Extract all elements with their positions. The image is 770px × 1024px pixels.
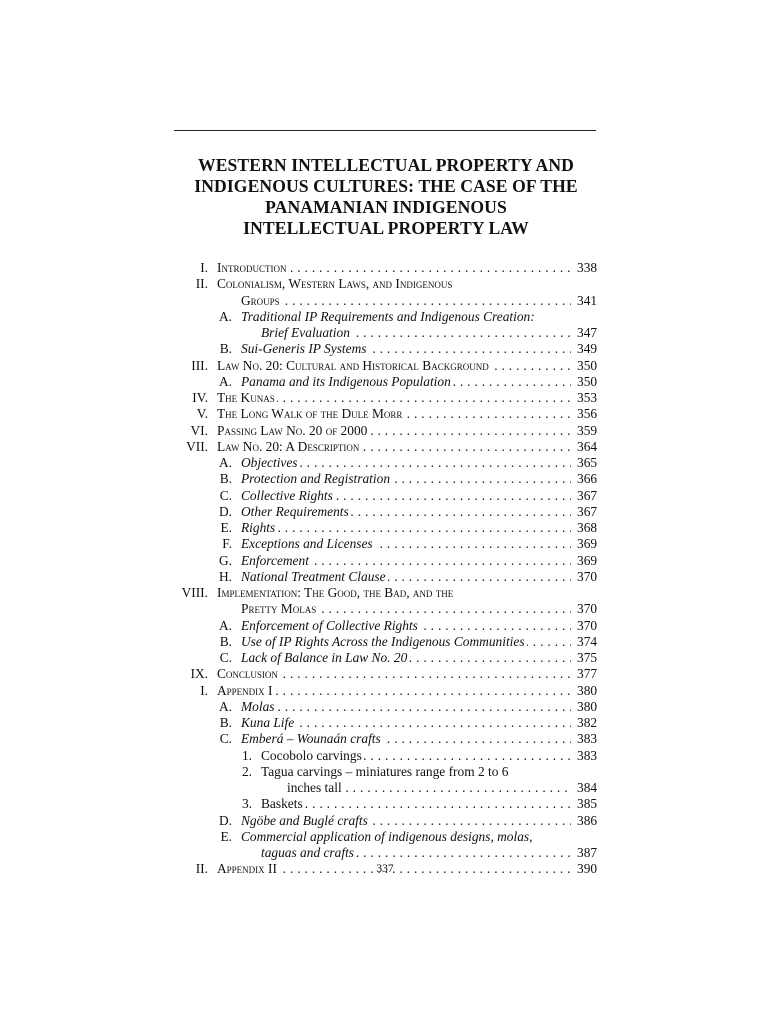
toc-entry-number: I.: [200, 260, 208, 275]
toc-entry-label: Rights: [241, 520, 276, 535]
toc-entry-number: 1.: [241, 747, 252, 763]
toc-entry-label-wrap: [241, 617, 571, 634]
toc-entry: [0, 454, 770, 471]
toc-entry-page: 365: [577, 455, 598, 470]
toc-entry-number: H.: [218, 568, 232, 584]
title-line: WESTERN INTELLECTUAL PROPERTY AND: [198, 155, 574, 175]
toc-entry-label-wrap: [217, 584, 571, 601]
toc-entry-number: D.: [218, 503, 232, 519]
toc-entry-label-wrap: [241, 649, 571, 666]
toc-entry-page: 369: [577, 552, 598, 568]
toc-entry-page: 387: [577, 845, 598, 860]
toc-entry-number: E.: [220, 520, 232, 535]
toc-entry-label: Law No. 20: A Description: [217, 438, 360, 454]
toc-entry-number: B.: [219, 633, 232, 649]
toc-entry-number: V.: [196, 406, 208, 422]
toc-entry-label: The Long Walk of the Dule Morr: [217, 406, 403, 422]
toc-entry-label-wrap: [217, 665, 571, 682]
toc-entry: [0, 730, 770, 747]
title-line: PANAMANIAN INDIGENOUS: [265, 197, 507, 217]
toc-entry-label-wrap: [241, 730, 571, 747]
toc-entry: [0, 405, 770, 422]
toc-entry: [0, 470, 770, 487]
toc-entry: [0, 795, 770, 812]
toc-entry-label: Introduction: [217, 260, 287, 275]
toc-entry-page: 341: [577, 292, 598, 308]
toc-entry-number: C.: [219, 650, 232, 665]
toc-entry-label: Traditional IP Requirements and Indigenous Creation:: [241, 308, 535, 324]
toc-entry-page: 384: [577, 780, 598, 795]
toc-entry: [0, 324, 770, 341]
toc-entry-number: A.: [218, 455, 232, 470]
toc-entry-label: Tagua carvings – miniatures range from 2 to 6: [261, 763, 509, 779]
toc-entry-label-wrap: [217, 389, 571, 406]
toc-entry-label-wrap: [241, 812, 571, 829]
toc-entry: [0, 617, 770, 634]
toc-entry: [0, 812, 770, 829]
toc-entry-number: VII.: [186, 438, 208, 454]
toc-entry-label: Enforcement: [241, 552, 309, 568]
toc-entry-page: 380: [577, 698, 598, 714]
toc-entry-page: 350: [577, 357, 598, 373]
toc-entry-label-wrap: [217, 357, 571, 374]
toc-entry-number: III.: [191, 357, 208, 373]
article-title: [180, 155, 592, 239]
toc-entry: [0, 844, 770, 861]
toc-entry-label-wrap: [241, 292, 571, 309]
toc-entry-label-wrap: [241, 600, 571, 617]
toc-entry-page: 367: [577, 503, 598, 519]
toc-entry-label-wrap: [217, 682, 571, 699]
toc-entry-number: E.: [220, 828, 232, 844]
toc-entry: [0, 682, 770, 699]
toc-entry: [0, 584, 770, 601]
toc-entry-label: Commercial application of indigenous designs, molas,: [241, 828, 533, 844]
toc-entry: [0, 340, 770, 357]
toc-entry-number: B.: [219, 471, 232, 487]
toc-entry-label: Groups: [241, 292, 280, 308]
toc-entry-page: 383: [577, 747, 598, 763]
toc-entry-label: Sui-Generis IP Systems: [241, 341, 367, 357]
toc-entry-number: F.: [222, 536, 232, 552]
toc-entry-page: 370: [577, 601, 598, 617]
toc-entry-page: 366: [577, 471, 598, 487]
toc-entry-label-wrap: [217, 259, 571, 276]
toc-entry-label: Collective Rights: [241, 487, 333, 503]
toc-entry: [0, 292, 770, 309]
toc-entry-number: C.: [219, 731, 232, 747]
toc-entry-label: taguas and crafts: [261, 845, 354, 860]
toc-entry-label: inches tall: [287, 780, 342, 795]
toc-entry-label-wrap: [241, 340, 571, 357]
toc-entry-label-wrap: [241, 503, 571, 520]
toc-entry-page: 385: [577, 796, 598, 812]
toc-entry-page: 380: [577, 682, 598, 698]
toc-entry-page: 367: [577, 487, 598, 503]
toc-entry-number: 3.: [241, 796, 252, 812]
toc-entry-label-wrap: [241, 714, 571, 731]
toc-entry-label: Cocobolo carvings: [261, 747, 362, 763]
toc-entry: [0, 633, 770, 650]
toc-entry-label: Other Requirements: [241, 503, 349, 519]
toc-entry-label: Ngöbe and Buglé crafts: [241, 812, 368, 828]
toc-entry: [0, 308, 770, 325]
toc-entry: [0, 828, 770, 845]
toc-entry-number: VIII.: [181, 585, 208, 600]
toc-entry: [0, 665, 770, 682]
toc-entry-label-wrap: [241, 470, 571, 487]
toc-entry: [0, 487, 770, 504]
toc-entry-page: 349: [577, 341, 598, 357]
toc-entry-page: 364: [577, 438, 598, 454]
toc-entry-label: Lack of Balance in Law No. 20: [241, 650, 408, 665]
toc-entry: [0, 259, 770, 276]
toc-entry-page: 382: [577, 715, 598, 730]
toc-entry-label: The Kunas: [217, 390, 275, 405]
toc-entry: [0, 438, 770, 455]
toc-entry-number: B.: [219, 715, 232, 730]
toc-entry: [0, 649, 770, 666]
toc-entry-number: D.: [218, 812, 232, 828]
toc-entry: [0, 275, 770, 292]
toc-entry: [0, 519, 770, 536]
toc-entry-page: 369: [577, 536, 598, 552]
toc-entry-label: Colonialism, Western Laws, and Indigenous: [217, 276, 453, 292]
toc-entry-label: Passing Law No. 20 of 2000: [217, 422, 368, 438]
toc-entry-label: Panama and its Indigenous Population: [241, 373, 451, 389]
toc-entry-label: Kuna Life: [241, 715, 295, 730]
toc-entry: [0, 373, 770, 390]
toc-entry-label: Law No. 20: Cultural and Historical Background: [217, 357, 489, 373]
toc-entry-label-wrap: [241, 698, 571, 715]
toc-entry-label-wrap: [217, 275, 571, 292]
toc-entry-label-wrap: [217, 438, 571, 455]
toc-entry: [0, 389, 770, 406]
toc-entry-page: 370: [577, 617, 598, 633]
toc-entry-number: VI.: [190, 422, 208, 438]
toc-entry-number: A.: [218, 308, 232, 324]
toc-entry-number: B.: [219, 341, 232, 357]
title-line: INDIGENOUS CULTURES: THE CASE OF THE: [194, 176, 578, 196]
toc-entry: [0, 698, 770, 715]
toc-entry: [0, 552, 770, 569]
toc-entry-page: 375: [577, 650, 598, 665]
toc-entry-page: 383: [577, 731, 598, 747]
toc-entry-number: C.: [219, 487, 232, 503]
toc-entry-page: 350: [577, 373, 598, 389]
title-line: INTELLECTUAL PROPERTY LAW: [243, 218, 529, 238]
toc-entry: [0, 763, 770, 780]
toc-entry: [0, 568, 770, 585]
toc-entry-label: National Treatment Clause: [241, 568, 386, 584]
toc-entry-number: A.: [218, 698, 232, 714]
page-number: 337: [376, 863, 394, 875]
top-rule: [174, 130, 596, 131]
toc-entry-label: Exceptions and Licenses: [241, 536, 373, 552]
toc-entry-label-wrap: [261, 747, 571, 764]
toc-entry-number: IV.: [192, 390, 208, 405]
toc-entry-label-wrap: [241, 828, 571, 845]
toc-entry-label: Use of IP Rights Across the Indigenous Communities: [241, 633, 525, 649]
toc-entry-page: 377: [577, 666, 598, 682]
toc-entry-number: II.: [195, 861, 208, 877]
toc-entry-label-wrap: [287, 779, 571, 796]
toc-entry-label-wrap: [241, 373, 571, 390]
toc-entry-label: Protection and Registration: [241, 471, 391, 487]
toc-entry-label-wrap: [241, 454, 571, 471]
toc-entry-label: Appendix II: [217, 861, 277, 877]
toc-entry: [0, 600, 770, 617]
toc-entry-label: Emberá – Wounaán crafts: [241, 731, 381, 747]
toc-entry-label-wrap: [241, 519, 571, 536]
toc-entry: [0, 747, 770, 764]
toc-entry-label: Conclusion: [217, 666, 278, 682]
toc-entry-label: Implementation: The Good, the Bad, and the: [217, 585, 454, 600]
toc-entry-number: IX.: [190, 666, 208, 682]
toc-entry-label-wrap: [241, 308, 571, 325]
toc-entry-page: 353: [577, 390, 598, 405]
toc-entry-label-wrap: [241, 633, 571, 650]
toc-entry-number: G.: [218, 552, 232, 568]
toc-entry-label: Enforcement of Collective Rights: [241, 617, 418, 633]
toc-entry-label-wrap: [261, 324, 571, 341]
toc-entry-label: Molas: [241, 698, 275, 714]
toc-entry-label: Pretty Molas: [241, 601, 317, 617]
toc-entry-label: Objectives: [241, 455, 298, 470]
toc-entry: [0, 714, 770, 731]
toc-entry-label-wrap: [241, 535, 571, 552]
toc-entry-number: 2.: [241, 763, 252, 779]
toc-entry-label-wrap: [261, 844, 571, 861]
toc-entry-label-wrap: [241, 487, 571, 504]
toc-entry-page: 347: [577, 325, 598, 340]
toc-entry: [0, 779, 770, 796]
toc-entry-number: I.: [200, 682, 208, 698]
toc-entry-label: Appendix I: [217, 682, 273, 698]
toc-entry-label: Brief Evaluation: [261, 325, 350, 340]
toc-entry-page: 390: [577, 861, 598, 877]
toc-entry-label-wrap: [217, 405, 571, 422]
toc-entry-page: 370: [577, 568, 598, 584]
toc-entry-label-wrap: [241, 568, 571, 585]
toc-entry-page: 368: [577, 520, 598, 535]
toc-entry-page: 356: [577, 406, 598, 422]
toc-entry-number: II.: [195, 276, 208, 292]
toc-entry-page: 386: [577, 812, 598, 828]
toc-entry-label-wrap: [261, 795, 571, 812]
toc-entry-number: A.: [218, 617, 232, 633]
toc-entry: [0, 535, 770, 552]
toc-entry-page: 374: [577, 633, 598, 649]
toc-entry-number: A.: [218, 373, 232, 389]
toc-entry-label-wrap: [217, 422, 571, 439]
toc-entry: [0, 422, 770, 439]
toc-entry: [0, 503, 770, 520]
toc-entry-label-wrap: [241, 552, 571, 569]
toc-entry-label: Baskets: [261, 796, 303, 812]
toc-entry-page: 338: [577, 260, 598, 275]
toc-entry: [0, 357, 770, 374]
toc-entry-page: 359: [577, 422, 598, 438]
toc-entry-label-wrap: [261, 763, 571, 780]
